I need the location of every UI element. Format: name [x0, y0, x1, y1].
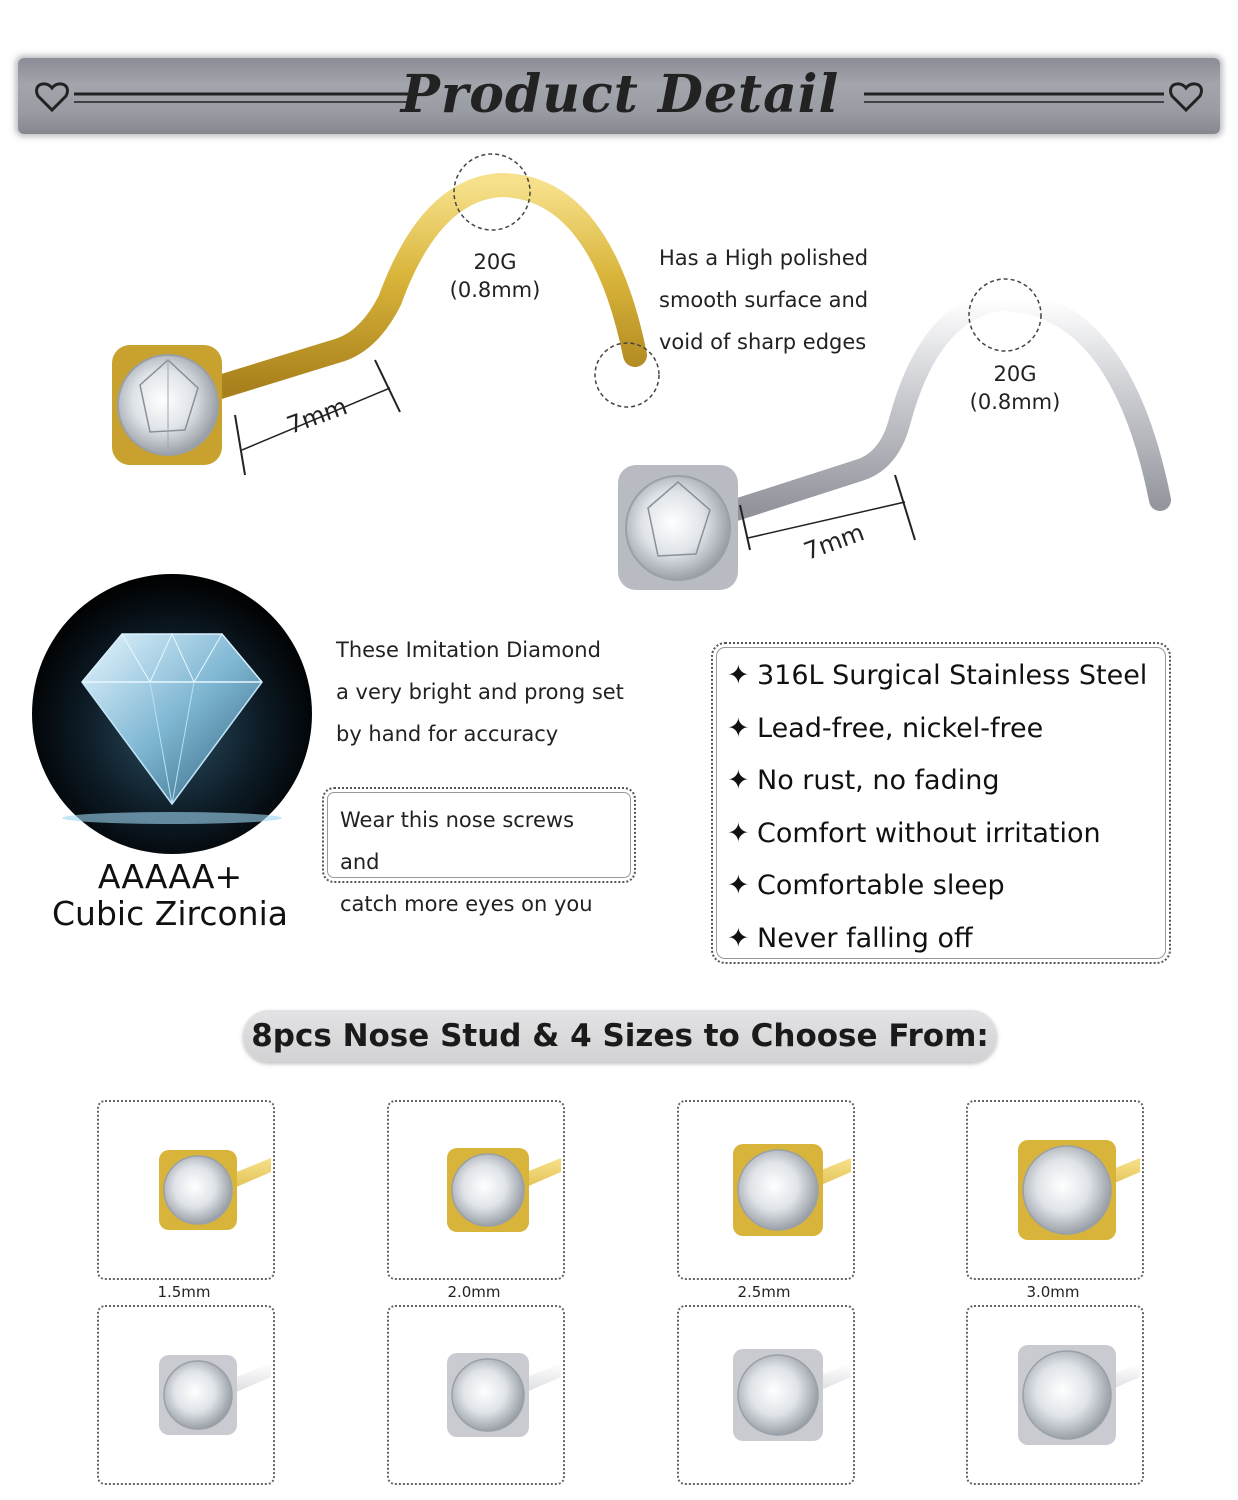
gold-gauge-label [440, 248, 550, 304]
sparkle-icon: ✦ [727, 712, 750, 744]
feature-item [727, 860, 1169, 913]
features-box [711, 642, 1171, 964]
gold-stud-image [99, 1102, 273, 1278]
gold-stud-thumbnail[interactable] [966, 1100, 1144, 1280]
sparkle-icon: ✦ [727, 660, 750, 691]
stud-gem [1023, 1351, 1111, 1439]
feature-text: 316L Surgical Stainless Steel [757, 660, 1148, 691]
size-label: 1.5mm [157, 1283, 211, 1301]
feature-item [727, 650, 1169, 703]
gold-length-label: 7mm [283, 392, 351, 440]
zirconia-label [20, 858, 320, 932]
feature-text: Never falling off [757, 922, 973, 954]
silver-gauge: 20G [993, 362, 1037, 386]
silver-stud-thumbnail[interactable] [677, 1305, 855, 1485]
diamond-note-line: These Imitation Diamond [336, 638, 601, 662]
silver-stud-image [679, 1307, 853, 1483]
silver-stud-image [389, 1307, 563, 1483]
cubic-zirconia-image [30, 572, 314, 856]
zirconia-name: Cubic Zirconia [52, 894, 288, 933]
stud-gem [452, 1359, 524, 1431]
stud-gem [738, 1150, 818, 1230]
diamond-note-line: a very bright and prong set [336, 680, 624, 704]
gold-stud-thumbnail[interactable] [387, 1100, 565, 1280]
size-label: 2.5mm [737, 1283, 791, 1301]
silver-stud-thumbnail[interactable] [387, 1305, 565, 1485]
silver-gauge-mm: (0.8mm) [969, 390, 1061, 414]
polish-note-line: smooth surface and [659, 288, 869, 312]
left-heart-icon [37, 84, 68, 110]
feature-text: Comfortable sleep [757, 870, 1005, 901]
stud-gem [452, 1154, 524, 1226]
silver-stud-image [968, 1307, 1142, 1483]
banner-title: Product Detail [400, 64, 840, 125]
sizes-title: 8pcs Nose Stud & 4 Sizes to Choose From: [251, 1018, 989, 1054]
polish-note-line: void of sharp edges [659, 330, 867, 354]
right-heart-icon [1171, 84, 1202, 110]
silver-stud-thumbnail[interactable] [966, 1305, 1144, 1485]
silver-gauge-label [960, 360, 1070, 416]
feature-text: Comfort without irritation [757, 817, 1101, 849]
gold-stud-thumbnail[interactable] [97, 1100, 275, 1280]
stud-gem [1023, 1146, 1111, 1234]
polish-note-line: Has a High polished [659, 246, 869, 270]
gold-stud-image [679, 1102, 853, 1278]
gold-stud-image [389, 1102, 563, 1278]
silver-stud-thumbnail[interactable] [97, 1305, 275, 1485]
wear-note-box [322, 787, 636, 916]
sparkle-icon: ✦ [727, 765, 750, 796]
sparkle-icon: ✦ [727, 870, 750, 901]
gold-stud-image [968, 1102, 1142, 1278]
size-label: 2.0mm [447, 1283, 501, 1301]
size-label: 3.0mm [1026, 1283, 1080, 1301]
sparkle-icon: ✦ [727, 922, 750, 954]
stud-gem [164, 1361, 232, 1429]
stud-gem [738, 1355, 818, 1435]
sparkle-icon: ✦ [727, 817, 750, 849]
feature-item [727, 808, 1169, 861]
feature-item [727, 913, 1169, 966]
gold-stud-thumbnail[interactable] [677, 1100, 855, 1280]
feature-text: Lead-free, nickel-free [757, 712, 1044, 744]
feature-text: No rust, no fading [757, 765, 1000, 796]
diamond-note-line: by hand for accuracy [336, 722, 559, 746]
wear-note-line: catch more eyes on you [340, 892, 593, 916]
stud-gem [164, 1156, 232, 1224]
feature-item [727, 703, 1169, 756]
silver-nose-screw-image [600, 270, 1200, 600]
gold-gauge: 20G [473, 250, 517, 274]
zirconia-grade: AAAAA+ [97, 857, 243, 896]
diamond-note [336, 629, 656, 755]
silver-stud-image [99, 1307, 273, 1483]
wear-note-line: Wear this nose screws and [340, 808, 575, 874]
gold-gauge-mm: (0.8mm) [449, 278, 541, 302]
feature-item [727, 755, 1169, 808]
silver-length-label: 7mm [800, 518, 868, 566]
